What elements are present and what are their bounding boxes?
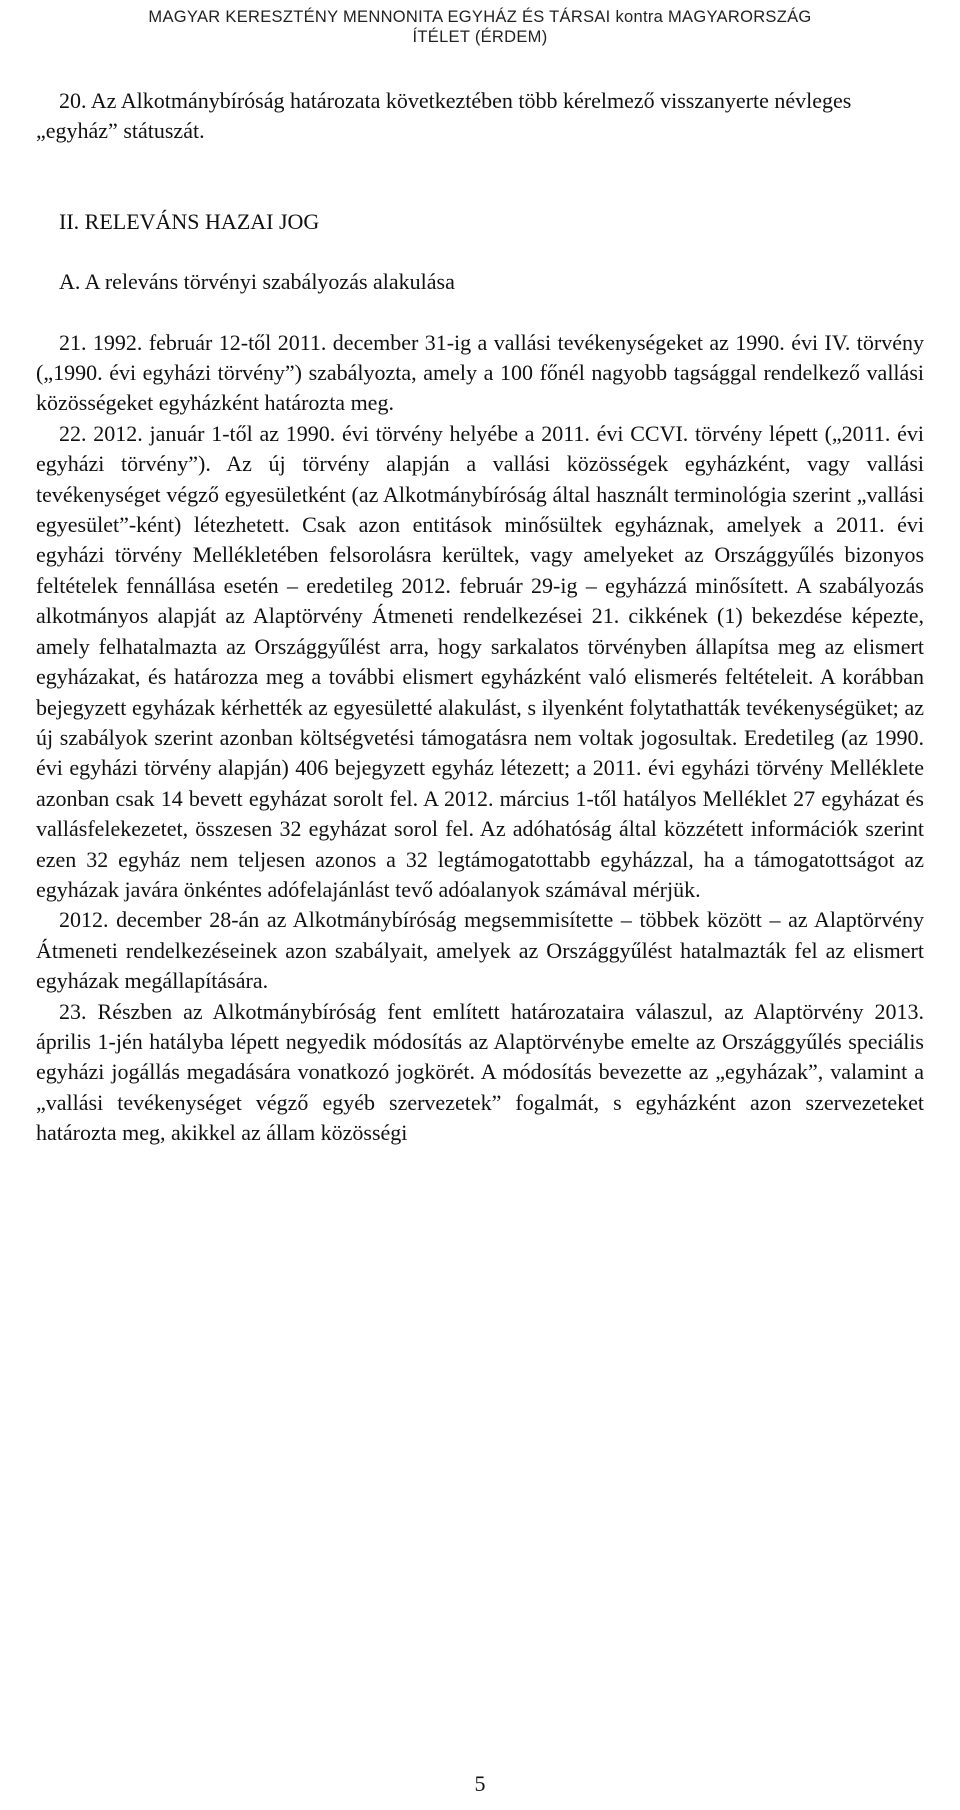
paragraph-22-continued: 2012. december 28-án az Alkotmánybíróság megsemmisítette – többek között – az Alaptörvény Átmeneti rendelkezéseinek azon szabályait, amelyek az Országgyűlést hatalmazták fel az elismert egyházak megállapítására.	[36, 907, 924, 994]
header-judgment-type: ÍTÉLET (ÉRDEM)	[412, 28, 548, 46]
section-heading: II. RELEVÁNS HAZAI JOG	[59, 208, 320, 234]
document-body	[36, 86, 924, 1149]
paragraph-22: 22. 2012. január 1-től az 1990. évi törvény helyébe a 2011. évi CCVI. törvény lépett („2011. évi egyházi törvény”). Az új törvény alapján a vallási közösségek egyházként, vagy vallási tevékenységet végző egyesületként (az Alkotmánybíróság által használt terminológia szerint „vallási egyesület”-ként) létezhetett. Csak azon entitások minősültek egyháznak, amelyek a 2011. évi egyházi törvény Mellékletében felsorolásra kerültek, vagy amelyeket az Országgyűlés bizonyos feltételek fennállása esetén – eredetileg 2012. február 29-ig – egyházzá minősített. A szabályozás alkotmányos alapját az Alaptörvény Átmeneti rendelkezései 21. cikkének (1) bekezdése képezte, amely felhatalmazta az Országgyűlést arra, hogy sarkalatos törvényben állapítsa meg az elismert egyházakat, és határozza meg a további elismert egyházként való elismerés feltételeit. A korábban bejegyzett egyházak kérhették az egyesületté alakulást, s ilyenként folytathatták tevékenységüket; az új szabályok szerint azonban költségvetési támogatásra nem voltak jogosultak. Eredetileg (az 1990. évi egyházi törvény alapján) 406 bejegyzett egyház létezett; a 2011. évi egyházi törvény Melléklete azonban csak 14 bevett egyházat sorolt fel. A 2012. március 1-től hatályos Melléklet 27 egyházat és vallásfelekezetet, összesen 32 egyházat sorol fel. Az adóhatóság által közzétett információk szerint ezen 32 egyház nem teljesen azonos a 32 legtámogatottabb egyházzal, ha a támogatottságot az egyházak javára önkéntes adófelajánlást tevő adóalanyok számával mérjük.	[36, 420, 924, 902]
running-header	[0, 7, 960, 47]
paragraph-20: 20. Az Alkotmánybíróság határozata következtében több kérelmező visszanyerte névleges „egyház” státuszát.	[36, 88, 852, 144]
paragraph-23: 23. Részben az Alkotmánybíróság fent említett határozataira válaszul, az Alaptörvény 2013. április 1-jén hatályba lépett negyedik módosítás az Alaptörvénybe emelte az Országgyűlés speciális egyházi jogállás megadására vonatkozó jogkörét. A módosítás bevezette az „egyházak”, valamint a „vallási tevékenységet végző egyéb szervezetek” fogalmát, s egyházként azon szervezeteket határozta meg, akikkel az állam közösségi	[36, 998, 924, 1146]
header-case-title: MAGYAR KERESZTÉNY MENNONITA EGYHÁZ ÉS TÁRSAI kontra MAGYARORSZÁG	[148, 8, 812, 26]
paragraph-21: 21. 1992. február 12-től 2011. december 31-ig a vallási tevékenységeket az 1990. évi IV. törvény („1990. évi egyházi törvény”) szabályozta, amely a 100 főnél nagyobb tagsággal rendelkező vallási közösségeket egyházként határozta meg.	[36, 329, 924, 416]
subsection-heading: A. A releváns törvényi szabályozás alakulása	[59, 269, 455, 295]
page-number: 5	[474, 1771, 486, 1796]
